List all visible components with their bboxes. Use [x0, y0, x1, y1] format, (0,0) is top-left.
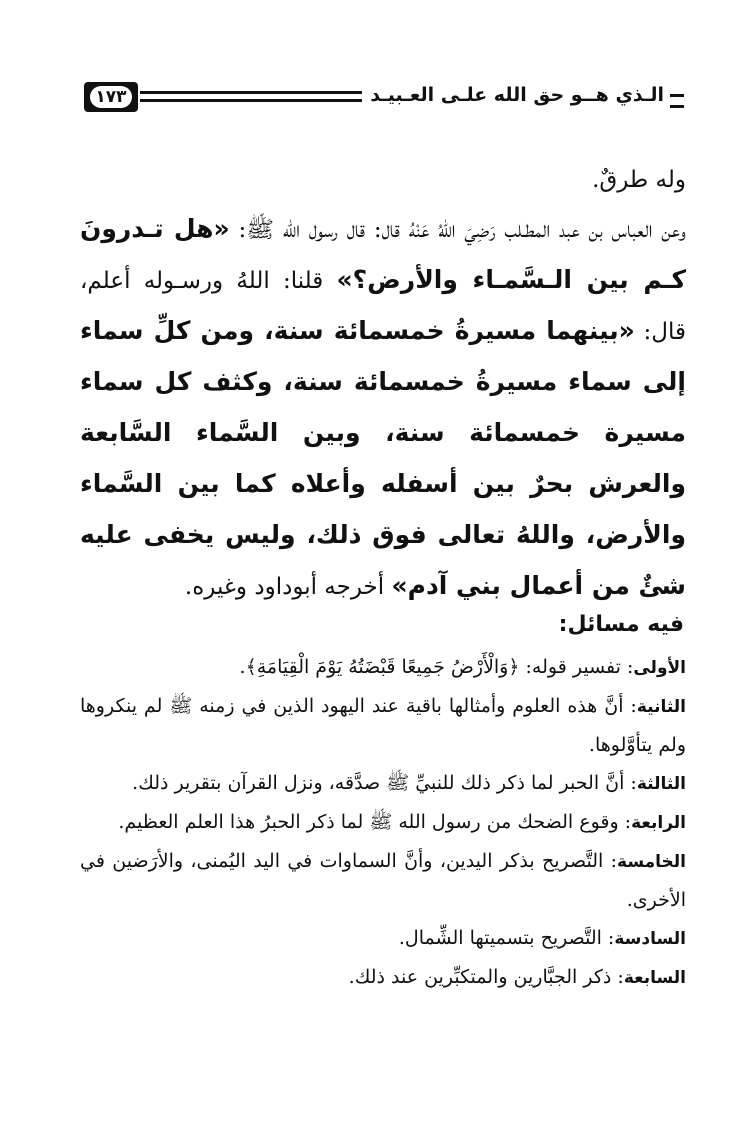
issue-text: : وقوع الضحك من رسول الله ﷺ لما ذكر الحبرُ هذا العلم العظيم. — [118, 811, 632, 833]
paragraph-1: وله طرقٌ. — [592, 167, 686, 193]
issue-item — [80, 764, 686, 803]
issue-item — [80, 687, 686, 764]
header-rule — [140, 91, 362, 102]
issue-ordinal: الرابعة — [631, 813, 686, 833]
issue-text: : ذكر الجبَّارين والمتكبِّرين عند ذلك. — [348, 966, 624, 988]
issue-item — [80, 803, 686, 842]
issue-text: : التَّصريح بذكر اليدين، وأنَّ السماوات في اليد اليُمنى، والأرَضين في الأخرى. — [80, 850, 686, 911]
issue-ordinal: الثالثة — [636, 774, 686, 794]
issue-item — [80, 958, 686, 997]
paragraph-2-intro: وعن العباس بن عبد المطـلب رَضِيَ اللهُ عَنْهُ قال: قال رسول الله ﷺ: — [229, 217, 686, 243]
running-title-text: الـذي هــو حق الله علـى العـبيـد — [370, 84, 664, 106]
issue-ordinal: الأولى — [633, 658, 686, 678]
issue-text: : تفسير قوله: ﴿وَالْأَرْضُ جَمِيعًا قَبْضَتُهُ يَوْمَ الْقِيَامَةِ﴾. — [239, 656, 634, 678]
page-header — [84, 82, 684, 116]
paragraph-2-middle: قلنا: اللهُ ورسـوله أعلم، قال: — [80, 268, 686, 345]
issues-heading: فيه مسائل: — [558, 612, 684, 637]
issue-ordinal: الخامسة — [617, 852, 686, 872]
issue-ordinal: السادسة — [614, 929, 686, 949]
issue-item — [80, 919, 686, 958]
title-marker-icon — [670, 94, 684, 108]
page-number-box — [84, 82, 138, 112]
page-number: ١٧٣ — [90, 86, 132, 108]
issues-list — [80, 648, 686, 997]
issue-ordinal: السابعة — [623, 968, 686, 988]
hadith-question: «هل تـدرونَ كـم بين الـسَّمـاء والأرض؟» — [80, 214, 687, 294]
issue-text: : أنَّ الحبر لما ذكر ذلك للنبيِّ ﷺ صدَّقه، ونزل القرآن بتقرير ذلك. — [132, 772, 637, 794]
issue-item — [80, 842, 686, 919]
issue-ordinal: الثانية — [636, 697, 686, 717]
hadith-text: «بينهما مسيرةُ خمسمائة سنة، ومن كلِّ سماء إلى سماء مسيرةُ خمسمائة سنة، وكثف كل سماء مسيرة خمسمائة سنة، وبين السَّماء السَّابعة والعرش بحرٌ بين أسفله وأعلاه كما بين السَّماء والأرض، واللهُ تعالى فوق ذلك، وليس يخفى عليه شئٌ من أعمال بني آدم» — [80, 316, 686, 600]
issue-item — [80, 648, 686, 687]
running-title — [370, 84, 684, 106]
paragraph-2-end: أخرجه أبوداود وغيره. — [184, 574, 392, 600]
issue-text: : التَّصريح بتسميتها الشِّمال. — [398, 927, 615, 949]
issue-text: : أنَّ هذه العلوم وأمثالها باقية عند اليهود الذين في زمنه ﷺ لم ينكروها ولم يتأوَّلوها. — [80, 695, 686, 756]
paragraph-2 — [80, 204, 686, 612]
